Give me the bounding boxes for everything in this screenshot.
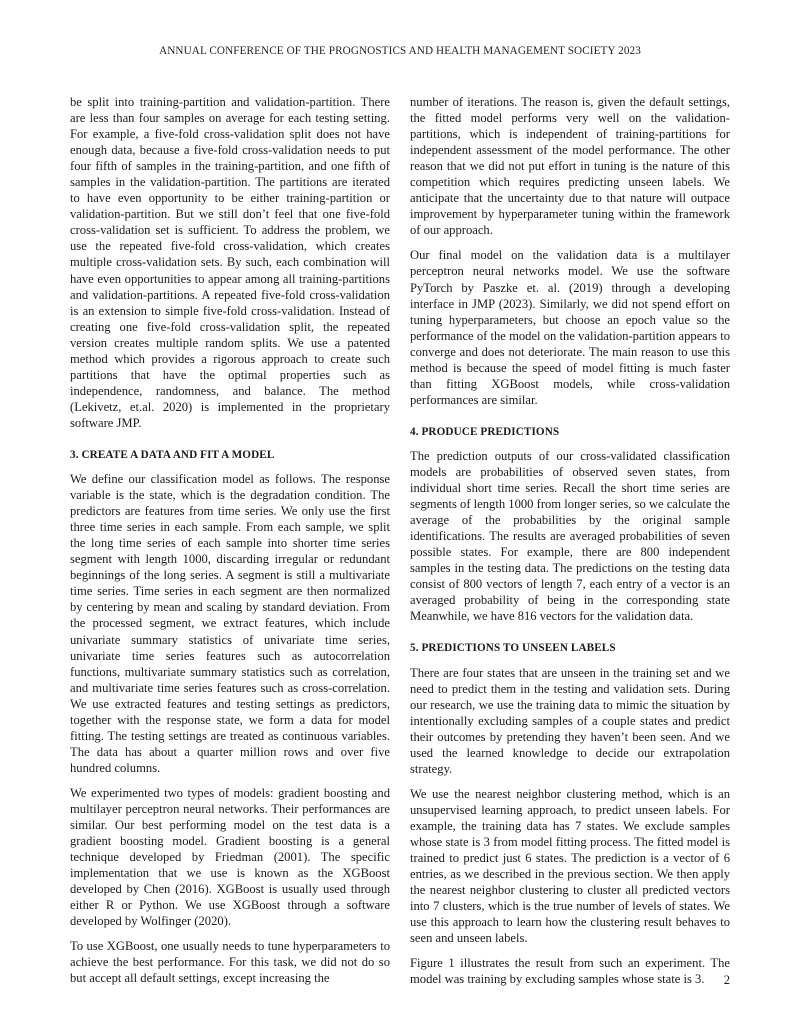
paragraph: The prediction outputs of our cross-validated classification models are probabilities of observed seven states, from individual short time series. Recall the short time series are segments of length 1000 from longer series, so we calculate the average of the probabilities by the original sample identifications. The results are averaged probabilities of seven possible states. For example, there are 800 independent samples in the testing data. The predictions on the testing data consist of 800 vectors of length 7, each entry of a vector is an averaged probability of being in the corresponding state Meanwhile, we have 816 vectors for the validation data. — [410, 448, 730, 624]
paragraph: There are four states that are unseen in the training set and we need to predict them in the testing and validation sets. During our research, we use the training data to mimic the situation by intentionally excluding samples of a couple states and predict their outcomes by pretending they haven’t been seen. And we used the learned knowledge to decide our extrapolation strategy. — [410, 665, 730, 776]
paragraph: We define our classification model as follows. The response variable is the state, which is the degradation condition. The predictors are features from time series. We only use the first three time series in each sample. From each sample, we split the long time series of each sample into shorter time series segment with length 1000, discarding irregular or redundant beginnings of the long series. A segment is still a multivariate time series. Time series in each segment are then normalized by centering by mean and scaling by standard deviation. From the processed segment, we extract features, which include univariate summary statistics of univariate time series, univariate time series features such as autocorrelation functions, multivariate summary statistics such as correlation, and multivariate time series features such as cross-correlation. We use extracted features and testing settings as predictors, together with the response state, we form a data for model fitting. The testing settings are treated as continuous variables. The data has about a quarter million rows and over five hundred columns. — [70, 472, 390, 775]
paragraph: We experimented two types of models: gradient boosting and multilayer perceptron neural networks. Their performances are similar. Our best performing model on the test data is a gradient boosting model. Gradient boosting is a general technique developed by Friedman (2001). The specific implementation that we use is known as the XGBoost developed by Chen (2016). XGBoost is usually used through either R or Python. We use XGBoost through a software developed by Wolfinger (2020). — [70, 785, 390, 929]
running-header: ANNUAL CONFERENCE OF THE PROGNOSTICS AND HEALTH MANAGEMENT SOCIETY 2023 — [159, 45, 641, 57]
section-heading-5: 5. PREDICTIONS TO UNSEEN LABELS — [410, 642, 616, 655]
paragraph: Figure 1 illustrates the result from such an experiment. The model was training by excluding samples whose state is 3. — [410, 956, 730, 987]
paragraph: be split into training-partition and validation-partition. There are less than four samples on average for each testing setting. For example, a five-fold cross-validation split does not have enough data, because a five-fold cross-validation needs to put four fifth of samples in the training-partition, and one fifth of samples in the validation-partition. The partitions are iterated to have even opportunity to be either training-partition or validation-partition. But we still don’t feel that one five-fold cross-validation set is sufficient. To address the problem, we use the repeated five-fold cross-validation, which creates multiple cross-validation sets. By such, each combination will have even opportunities to appear among all training-partitions and validation-partitions. A repeated five-fold cross-validation is an extension to simple five-fold cross-validation. Instead of creating one five-fold cross-validation split, the repeated version creates multiple random splits. We use a patented method which provides a rigorous approach to create such partitions that have the optimal properties such as independence, randomness, and balance. The method (Lekivetz, et.al. 2020) is implemented in the proprietary software JMP. — [70, 95, 390, 430]
section-heading-4: 4. PRODUCE PREDICTIONS — [410, 425, 560, 438]
paragraph: We use the nearest neighbor clustering method, which is an unsupervised learning approach, to predict unseen labels. For example, the training data has 7 states. We exclude samples whose state is 3 from model fitting process. The fitted model is trained to predict just 6 states. The prediction is a vector of 6 entries, as we described in the previous section. We then apply the nearest neighbor clustering to cluster all predicted vectors into 7 clusters, which is the true number of levels of states. We use this approach to learn how the clustering result behaves to seen and unseen labels. — [410, 786, 730, 946]
right-column — [410, 94, 730, 996]
paragraph: Our final model on the validation data is a multilayer perceptron neural networks model. We use the software PyTorch by Paszke et. al. (2019) through a developing interface in JMP (2023). Similarly, we did not spend effort on tuning hyperparameters, but choose an epoch value so the performance of the model on the validation-partition appears to converge and does not deteriorate. The main reason to use this method is because the speed of model fitting is much faster than fitting XGBoost models, while cross-validation performances are similar. — [410, 248, 730, 407]
paragraph: To use XGBoost, one usually needs to tune hyperparameters to achieve the best performance. For this task, we did not do so but accept all default settings, except increasing the — [70, 939, 390, 986]
left-column — [70, 94, 390, 995]
paragraph: number of iterations. The reason is, given the default settings, the fitted model performs very well on the validation-partitions, which is independent of training-partitions for independent assessment of the model performance. The other reason that we did not put effort in tuning is the nature of this competition which requires predicting unseen labels. We anticipate that the uncertainty due to that nature will outpace improvement by hyperparameter tuning within the framework of our approach. — [410, 95, 730, 238]
page-number: 2 — [723, 973, 730, 987]
section-heading-3: 3. CREATE A DATA AND FIT A MODEL — [70, 448, 275, 461]
